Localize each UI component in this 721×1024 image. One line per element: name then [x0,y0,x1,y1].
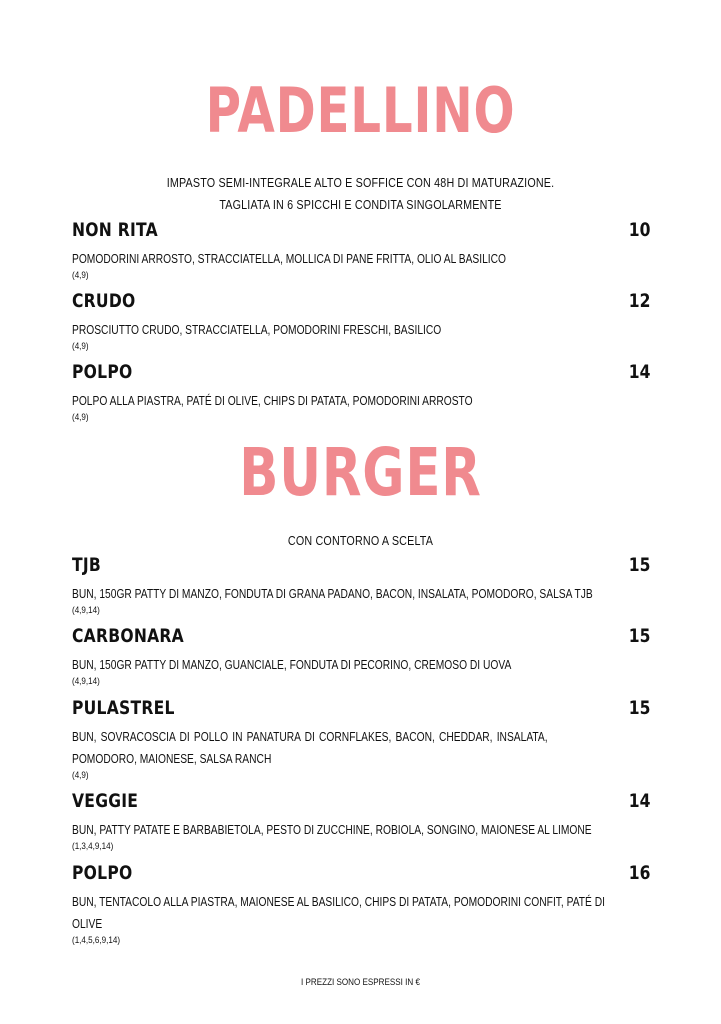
item-allergens: (4,9) [72,770,89,781]
menu-item-veggie [72,790,650,853]
item-price: 15 [628,625,650,647]
item-allergens: (4,9) [72,270,89,281]
item-allergens: (4,9) [72,341,89,352]
item-price: 12 [628,290,650,312]
menu-item-tjb [72,554,650,617]
item-name: CRUDO [72,290,136,312]
padellino-intro-line-2: TAGLIATA IN 6 SPICCHI E CONDITA SINGOLARMENTE [219,198,502,212]
menu-item-carbonara [72,625,650,688]
menu-item-pulastrel [72,697,650,782]
item-allergens: (4,9,14) [72,676,100,687]
item-price: 16 [628,862,650,884]
padellino-intro-line-1: IMPASTO SEMI-INTEGRALE ALTO E SOFFICE CON 48H DI MATURAZIONE. [166,176,555,190]
item-allergens: (4,9) [72,412,89,423]
item-description: BUN, SOVRACOSCIA DI POLLO IN PANATURA DI CORNFLAKES, BACON, CHEDDAR, INSALATA, POMODORO, MAIONESE, SALSA RANCH [72,730,548,766]
item-name: NON RITA [72,219,158,241]
item-price: 15 [628,697,650,719]
menu-item-polpo-padellino [72,361,650,424]
footer-note: I PREZZI SONO ESPRESSI IN € [301,977,420,988]
item-description: POLPO ALLA PIASTRA, PATÉ DI OLIVE, CHIPS DI PATATA, POMODORINI ARROSTO [72,394,473,408]
menu-item-non-rita [72,219,650,282]
section-title-padellino: PADELLINO [205,74,516,147]
item-price: 14 [628,790,650,812]
item-allergens: (4,9,14) [72,605,100,616]
item-name: CARBONARA [72,625,184,647]
item-allergens: (1,4,5,6,9,14) [72,935,121,946]
menu-item-polpo-burger [72,862,650,947]
burger-intro: CON CONTORNO A SCELTA [287,534,434,548]
item-description: BUN, 150GR PATTY DI MANZO, FONDUTA DI GRANA PADANO, BACON, INSALATA, POMODORO, SALSA TJB [72,587,593,601]
item-description: BUN, TENTACOLO ALLA PIASTRA, MAIONESE AL BASILICO, CHIPS DI PATATA, POMODORINI CONFIT, PATÉ DI OLIVE [72,895,605,931]
item-name: VEGGIE [72,790,139,812]
item-price: 15 [628,554,650,576]
item-name: TJB [72,554,102,576]
item-name: POLPO [72,361,133,383]
section-title-burger: BURGER [239,434,482,511]
menu-item-crudo [72,290,650,353]
item-allergens: (1,3,4,9,14) [72,841,114,852]
item-description: PROSCIUTTO CRUDO, STRACCIATELLA, POMODORINI FRESCHI, BASILICO [72,323,442,337]
item-name: POLPO [72,862,133,884]
item-name: PULASTREL [72,697,175,719]
item-price: 14 [628,361,650,383]
item-description: BUN, PATTY PATATE E BARBABIETOLA, PESTO DI ZUCCHINE, ROBIOLA, SONGINO, MAIONESE AL LIMONE [72,823,592,837]
item-description: BUN, 150GR PATTY DI MANZO, GUANCIALE, FONDUTA DI PECORINO, CREMOSO DI UOVA [72,658,512,672]
item-price: 10 [628,219,650,241]
item-description: POMODORINI ARROSTO, STRACCIATELLA, MOLLICA DI PANE FRITTA, OLIO AL BASILICO [72,252,507,266]
